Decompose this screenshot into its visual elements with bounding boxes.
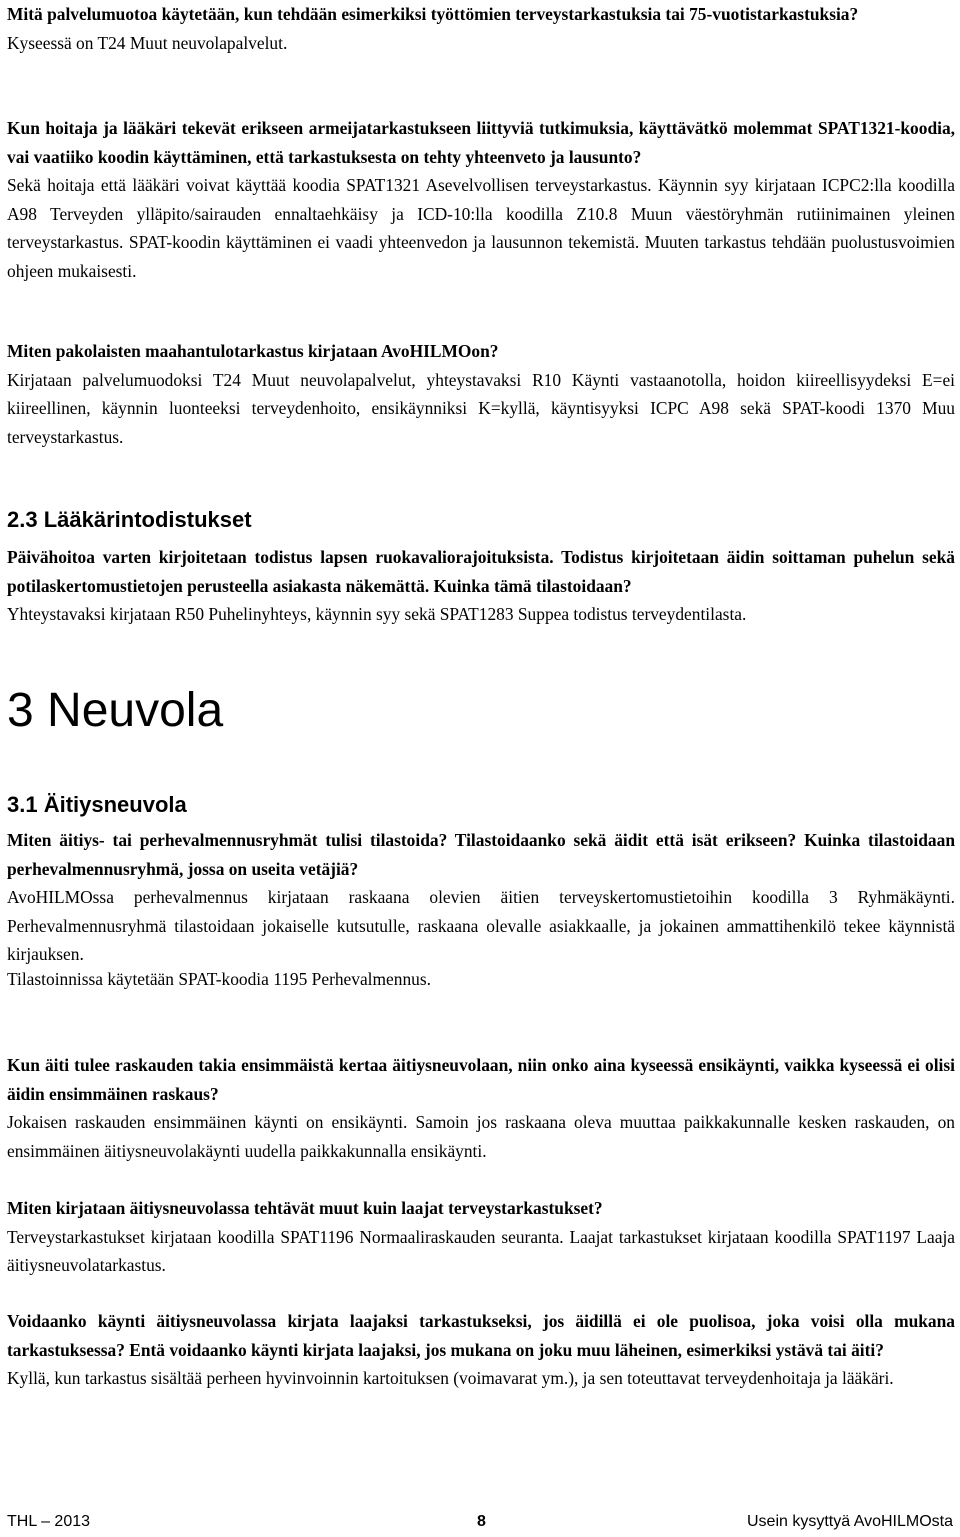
page-footer [7, 1510, 953, 1534]
faq-item-family-coaching [7, 826, 955, 969]
faq-item-refugee-check [7, 337, 955, 451]
answer-text: Tilastoinnissa käytetään SPAT-koodia 1195 Perhevalmennus. [7, 969, 431, 989]
section-heading-2-3: 2.3 Lääkärintodistukset [7, 507, 252, 532]
faq-item-first-visit [7, 1051, 955, 1165]
question-text: Kun äiti tulee raskauden takia ensimmäistä kertaa äitiysneuvolaan, niin onko aina kyseessä ensikäynti, vaikka kyseessä ei olisi äidin ensimmäinen raskaus? [7, 1055, 955, 1104]
faq-item-daycare-certificate [7, 543, 955, 629]
section-heading-3-1: 3.1 Äitiysneuvola [7, 792, 187, 817]
faq-item-followup-checks [7, 0, 955, 57]
answer-text: AvoHILMOssa perhevalmennus kirjataan raskaana olevien äitien terveyskertomustietoihin koodilla 3 Ryhmäkäynti. Perhevalmennusryhmä tilastoidaan jokaiselle kutsutulle, raskaana olevalle asiakkaalle, ja jokainen ammattihenkilö tekee käynnistä kirjauksen. [7, 887, 955, 964]
answer-text: Kirjataan palvelumuodoksi T24 Muut neuvolapalvelut, yhteystavaksi R10 Käynti vastaanotolla, hoidon kiireellisyydeksi E=ei kiireellinen, käynnin luonteeksi terveydenhoito, ensikäynniksi K=kyllä, käyntisyyksi ICPC A98 sekä SPAT-koodi 1370 Muu terveystarkastus. [7, 369, 955, 447]
faq-item-extended-check [7, 1307, 955, 1393]
question-text: Miten äitiys- tai perhevalmennusryhmät tulisi tilastoida? Tilastoidaanko sekä äidit että isät erikseen? Kuinka tilastoidaan perhevalmennusryhmä, jossa on useita vetäjiä? [7, 830, 955, 879]
question-text: Mitä palvelumuotoa käytetään, kun tehdään esimerkiksi työttömien terveystarkastuksia tai 75-vuotistarkastuksia? [7, 4, 859, 24]
question-text: Päivähoitoa varten kirjoitetaan todistus lapsen ruokavaliorajoituksista. Todistus kirjoitetaan äidin soittaman puhelun sekä potilaskertomustietojen perusteella asiakasta näkemättä. Kuinka tämä tilastoidaan? [7, 547, 955, 596]
footer-publisher: THL – 2013 [7, 1513, 91, 1530]
footer-document-title: Usein kysyttyä AvoHILMOsta [747, 1513, 953, 1530]
chapter-heading-3: 3 Neuvola [7, 684, 224, 737]
question-text: Voidaanko käynti äitiysneuvolassa kirjata laajaksi tarkastukseksi, jos äidillä ei ole puolisoa, joka voisi olla mukana tarkastuksessa? Entä voidaanko käynti kirjata laajaksi, jos mukana on joku muu läheinen, esimerkiksi ystävä tai äiti? [7, 1311, 955, 1360]
answer-text: Yhteystavaksi kirjataan R50 Puhelinyhteys, käynnin syy sekä SPAT1283 Suppea todistus terveydentilasta. [7, 604, 747, 624]
question-text: Kun hoitaja ja lääkäri tekevät erikseen armeijatarkastukseen liittyviä tutkimuksia, käyttävätkö molemmat SPAT1321-koodia, vai vaatiiko koodin käyttäminen, että tarkastuksesta on tehty yhteenveto ja lausunto? [7, 118, 955, 167]
answer-text: Kyllä, kun tarkastus sisältää perheen hyvinvoinnin kartoituksen (voimavarat ym.), ja sen toteuttavat terveydenhoitaja ja lääkäri. [7, 1368, 894, 1388]
faq-item-family-coaching-note [7, 965, 955, 994]
answer-text: Terveystarkastukset kirjataan koodilla SPAT1196 Normaaliraskauden seuranta. Laajat tarkastukset kirjataan koodilla SPAT1197 Laaja äitiysneuvolatarkastus. [7, 1226, 955, 1275]
question-text: Miten pakolaisten maahantulotarkastus kirjataan AvoHILMOon? [7, 341, 499, 361]
answer-text: Kyseessä on T24 Muut neuvolapalvelut. [7, 32, 288, 53]
question-text: Miten kirjataan äitiysneuvolassa tehtävät muut kuin laajat terveystarkastukset? [7, 1198, 603, 1218]
answer-text: Sekä hoitaja että lääkäri voivat käyttää koodia SPAT1321 Asevelvollisen terveystarkastus. Käynnin syy kirjataan ICPC2:lla koodilla A98 Terveyden ylläpito/sairauden ennaltaehkäisy ja ICD-10:lla koodilla Z10.8 Muun väestöryhmän rutiinimainen yleinen terveystarkastus. SPAT-koodin käyttäminen ei vaadi yhteenvedon ja lausunnon tekemistä. Muuten tarkastus tehdään puolustusvoimien ohjeen mukaisesti. [7, 175, 955, 281]
page-number: 8 [477, 1513, 486, 1530]
answer-text: Jokaisen raskauden ensimmäinen käynti on ensikäynti. Samoin jos raskaana oleva muuttaa paikkakunnalle kesken raskauden, on ensimmäinen äitiysneuvolakäynti uudella paikkakunnalla ensikäynti. [7, 1112, 955, 1161]
faq-item-army-checkup [7, 114, 955, 285]
faq-item-other-checks [7, 1194, 955, 1280]
